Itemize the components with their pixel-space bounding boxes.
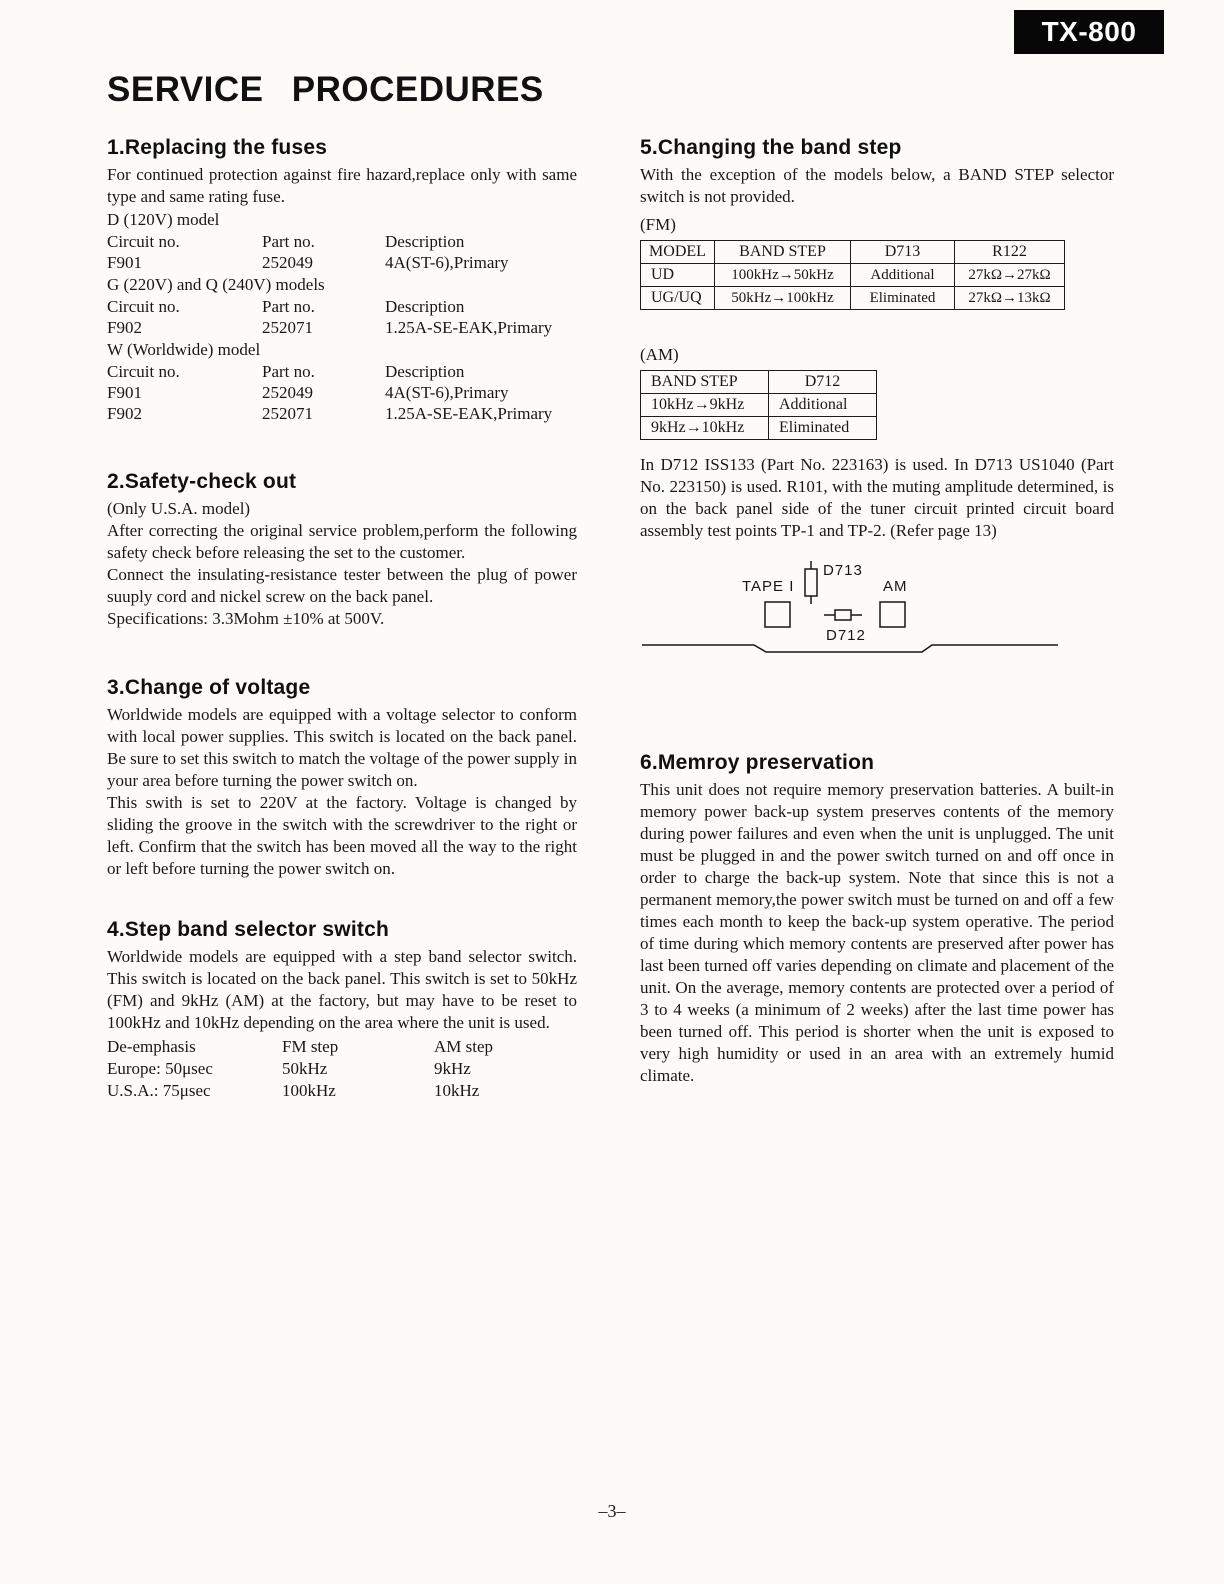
section-1-heading: 1.Replacing the fuses bbox=[107, 136, 328, 159]
section-6-para: This unit does not require memory preservation batteries. A built-in memory power back-up system preserves contents of the memory during power failures and even when the unit is unplugged. The unit must be plugged in and the power switch turned on and off once in order to charge the back-up system. Note that since this is not a permanent memory,the power switch must be turned on and off a few times each month to keep the back-up system operative. The period of time during which memory contents are preserved after power has last been turned off varies depending on climate and placement of the unit. On the average, memory contents are protected over a period of 3 to 4 weeks (a minimum of 2 weeks) after the last time power has been turned off. This period is shorter when the unit is exposed to very high humidity or used in an area with an extremely humid climate. bbox=[640, 780, 1114, 1085]
am-label: (AM) bbox=[640, 345, 679, 364]
fm-cell: 50kHz→100kHz bbox=[715, 287, 851, 310]
table-header-row bbox=[641, 241, 1065, 264]
fm-cell: UD bbox=[641, 264, 715, 287]
fuse-table bbox=[107, 231, 577, 273]
fuse-col-header: Description bbox=[385, 297, 465, 316]
fm-cell: 100kHz→50kHz bbox=[715, 264, 851, 287]
fuse-col-header: Part no. bbox=[262, 232, 315, 251]
fuse-col-header: Part no. bbox=[262, 297, 315, 316]
fuse-table bbox=[107, 296, 577, 338]
step-cell: 10kHz bbox=[434, 1081, 480, 1100]
fuse-circuit-no: F902 bbox=[107, 404, 142, 423]
fm-cell: 27kΩ→27kΩ bbox=[955, 264, 1065, 287]
step-col-header: FM step bbox=[282, 1037, 339, 1056]
section-2-heading: 2.Safety-check out bbox=[107, 470, 297, 493]
fuse-col-header: Description bbox=[385, 362, 465, 381]
fuse-part-no: 252071 bbox=[262, 318, 313, 337]
section-2-para: After correcting the original service problem,perform the following safety check before releasing the set to the customer. bbox=[107, 521, 577, 562]
section-5-heading: 5.Changing the band step bbox=[640, 136, 902, 159]
table-row bbox=[641, 417, 877, 440]
band-step-diagram bbox=[640, 558, 1114, 663]
fuse-description: 1.25A-SE-EAK,Primary bbox=[385, 318, 553, 337]
section-3-heading: 3.Change of voltage bbox=[107, 676, 311, 699]
model-badge bbox=[1014, 10, 1164, 54]
section-5-intro: With the exception of the models below, a BAND STEP selector switch is not provided. bbox=[640, 165, 1114, 206]
fuse-part-no: 252071 bbox=[262, 404, 313, 423]
am-header-cell: D712 bbox=[769, 371, 877, 394]
am-jack bbox=[880, 602, 905, 627]
section-change-of-voltage bbox=[107, 676, 577, 880]
fuse-col-header: Circuit no. bbox=[107, 232, 180, 251]
pcb-diagram-svg bbox=[640, 558, 1060, 658]
section-4-para: Worldwide models are equipped with a step band selector switch. This switch is located on the back panel. This switch is set to 50kHz (FM) and 9kHz (AM) at the factory, but may have to be reset to 100kHz and 10kHz depending on the area where the unit is used. bbox=[107, 947, 577, 1032]
fuse-model-name: G (220V) and Q (240V) models bbox=[107, 275, 325, 294]
fuse-part-no: 252049 bbox=[262, 383, 313, 402]
diagram-label-am: AM bbox=[883, 578, 908, 595]
table-row bbox=[641, 394, 877, 417]
fm-header-cell: BAND STEP bbox=[715, 241, 851, 264]
fm-band-step-table bbox=[640, 240, 1065, 310]
fm-header-cell: MODEL bbox=[641, 241, 715, 264]
section-3-para: This swith is set to 220V at the factory. Voltage is changed by sliding the groove in the switch with the screwdriver to the right or left. Confirm that the switch has been moved all the way to the right or left before turning the power switch on. bbox=[107, 793, 577, 878]
fm-header-cell: D713 bbox=[851, 241, 955, 264]
fuse-col-header: Description bbox=[385, 232, 465, 251]
am-cell: Additional bbox=[769, 394, 877, 417]
fuse-circuit-no: F902 bbox=[107, 318, 142, 337]
am-cell: Eliminated bbox=[769, 417, 877, 440]
right-column bbox=[640, 136, 1114, 1087]
table-header-row bbox=[641, 371, 877, 394]
section-5-note: In D712 ISS133 (Part No. 223163) is used. In D713 US1040 (Part No. 223150) is used. R101, with the muting amplitude determined, is on the back panel side of the tuner circuit printed circuit board assembly test points TP-1 and TP-2. (Refer page 13) bbox=[640, 455, 1114, 540]
fuse-group-gq bbox=[107, 274, 577, 338]
fuse-col-header: Part no. bbox=[262, 362, 315, 381]
section-safety-check bbox=[107, 470, 577, 630]
fm-cell: UG/UQ bbox=[641, 287, 715, 310]
fuse-col-header: Circuit no. bbox=[107, 297, 180, 316]
page-number: –3– bbox=[598, 1501, 626, 1521]
fuse-part-no: 252049 bbox=[262, 253, 313, 272]
fuse-table bbox=[107, 361, 577, 424]
section-memory-preservation bbox=[640, 751, 1114, 1087]
tape-jack bbox=[765, 602, 790, 627]
section-step-band-selector bbox=[107, 918, 577, 1102]
fuse-description: 1.25A-SE-EAK,Primary bbox=[385, 404, 553, 423]
fm-cell: Additional bbox=[851, 264, 955, 287]
fuse-model-name: W (Worldwide) model bbox=[107, 340, 261, 359]
step-cell: 50kHz bbox=[282, 1059, 328, 1078]
two-column-layout bbox=[107, 136, 1174, 1102]
am-cell: 10kHz→9kHz bbox=[641, 394, 769, 417]
diagram-label-tape: TAPE I bbox=[742, 578, 795, 595]
am-band-step-table bbox=[640, 370, 877, 440]
step-col-header: AM step bbox=[434, 1037, 494, 1056]
section-replacing-fuses bbox=[107, 136, 577, 424]
section-2-subnote: (Only U.S.A. model) bbox=[107, 499, 251, 518]
model-badge-text: TX-800 bbox=[1041, 16, 1137, 47]
fuse-description: 4A(ST-6),Primary bbox=[385, 253, 509, 272]
step-cell: Europe: 50μsec bbox=[107, 1059, 213, 1078]
diagram-label-d713: D713 bbox=[823, 562, 863, 579]
left-column bbox=[107, 136, 577, 1102]
step-cell: 9kHz bbox=[434, 1059, 471, 1078]
board-edge-line bbox=[642, 645, 1058, 652]
step-col-header: De-emphasis bbox=[107, 1037, 196, 1056]
step-band-table bbox=[107, 1036, 577, 1102]
step-cell: 100kHz bbox=[282, 1081, 336, 1100]
step-cell: U.S.A.: 75μsec bbox=[107, 1081, 211, 1100]
fuse-model-name: D (120V) model bbox=[107, 210, 220, 229]
am-cell: 9kHz→10kHz bbox=[641, 417, 769, 440]
table-row bbox=[641, 287, 1065, 310]
fm-label: (FM) bbox=[640, 215, 676, 234]
fm-cell: Eliminated bbox=[851, 287, 955, 310]
fuse-col-header: Circuit no. bbox=[107, 362, 180, 381]
d712-component bbox=[835, 610, 851, 620]
section-1-intro: For continued protection against fire hazard,replace only with same type and same rating fuse. bbox=[107, 165, 577, 206]
section-6-heading: 6.Memroy preservation bbox=[640, 751, 875, 774]
fuse-group-d bbox=[107, 209, 577, 273]
fm-cell: 27kΩ→13kΩ bbox=[955, 287, 1065, 310]
am-header-cell: BAND STEP bbox=[641, 371, 769, 394]
table-row bbox=[641, 264, 1065, 287]
section-4-heading: 4.Step band selector switch bbox=[107, 918, 389, 941]
section-changing-band-step bbox=[640, 136, 1114, 663]
fuse-circuit-no: F901 bbox=[107, 383, 142, 402]
page-title: SERVICE PROCEDURES bbox=[107, 70, 544, 109]
fuse-group-w bbox=[107, 339, 577, 424]
section-3-para: Worldwide models are equipped with a voltage selector to conform with local power supplies. This switch is located on the back panel. Be sure to set this switch to match the voltage of the power supply in your area before turning the power switch on. bbox=[107, 705, 577, 790]
d713-component bbox=[805, 569, 817, 596]
section-2-specs: Specifications: 3.3Mohm ±10% at 500V. bbox=[107, 609, 385, 628]
fuse-circuit-no: F901 bbox=[107, 253, 142, 272]
fm-header-cell: R122 bbox=[955, 241, 1065, 264]
section-2-para: Connect the insulating-resistance tester between the plug of power suuply cord and nickel screw on the back panel. bbox=[107, 565, 577, 606]
fuse-description: 4A(ST-6),Primary bbox=[385, 383, 509, 402]
diagram-label-d712: D712 bbox=[826, 627, 866, 644]
